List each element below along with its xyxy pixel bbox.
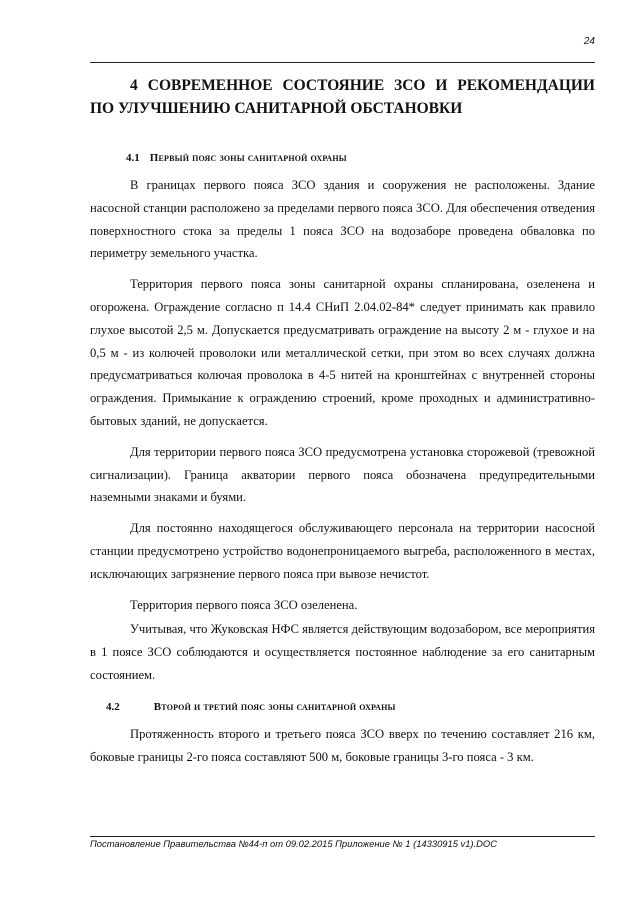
paragraph: Для постоянно находящегося обслуживающего персонала на территории насосной станции предусмотрено устройство водонепроницаемого выгреба, расположенного в местах, исключающих загрязнение первого пояса при вывозе нечистот. xyxy=(90,521,595,581)
paragraph: Территория первого пояса ЗСО озеленена. xyxy=(130,597,358,612)
section-title: Первый пояс зоны санитарной охраны xyxy=(149,152,347,164)
paragraph: В границах первого пояса ЗСО здания и сооружения не расположены. Здание насосной станции расположено за пределами первого пояса ЗСО. Для обеспечения отведения поверхностного стока за пределы 1 пояса ЗСО на водозаборе проведена обваловка по периметру земельного участка. xyxy=(90,178,595,261)
chapter-title: СОВРЕМЕННОЕ СОСТОЯНИЕ ЗСО И РЕКОМЕНДАЦИИ ПО УЛУЧШЕНИЮ САНИТАРНОЙ ОБСТАНОВКИ xyxy=(90,77,595,117)
chapter-number: 4 xyxy=(130,77,138,94)
footer-text: Постановление Правительства №44-п от 09.02.2015 Приложение № 1 (14330915 v1).DOC xyxy=(90,838,497,849)
document-body xyxy=(90,74,595,770)
chapter-heading xyxy=(90,74,595,120)
paragraph: Протяженность второго и третьего пояса ЗСО вверх по течению составляет 216 км, боковые границы 2-го пояса составляют 500 м, боковые границы 3-го пояса - 3 км. xyxy=(90,726,595,764)
section-heading-4-1 xyxy=(126,150,595,166)
paragraph: Территория первого пояса зоны санитарной охраны спланирована, озеленена и огорожена. Ограждение согласно п 14.4 СНиП 2.04.02-84* следует принимать как правило глухое высотой 2,5 м. Допускается предусматривать ограждение на высоту 2 м - глухое и на 0,5 м - из колючей проволоки или металлической сетки, при этом во всех случаях должна предусматриваться колючая проволока в 4-5 нитей на кронштейнах с внутренней стороны ограждения. Примыкание к ограждению строений, кроме проходных и административно-бытовых зданий, не допускается. xyxy=(90,277,595,428)
paragraph: Для территории первого пояса ЗСО предусмотрена установка сторожевой (тревожной сигнализации). Граница акватории первого пояса обозначена предупредительными наземными знаками и буями. xyxy=(90,444,595,505)
footer-divider xyxy=(90,836,595,837)
header-divider xyxy=(90,62,595,63)
section-number: 4.1 xyxy=(126,152,140,164)
section-title: Второй и третий пояс зоны санитарной охраны xyxy=(153,700,396,713)
paragraph: Учитывая, что Жуковская НФС является действующим водозабором, все мероприятия в 1 поясе ЗСО соблюдаются и осуществляется постоянное наблюдение за его санитарным состоянием. xyxy=(90,622,595,682)
page-number: 24 xyxy=(583,36,595,47)
section-number: 4.2 xyxy=(106,700,120,713)
section-heading-4-2 xyxy=(106,699,595,715)
